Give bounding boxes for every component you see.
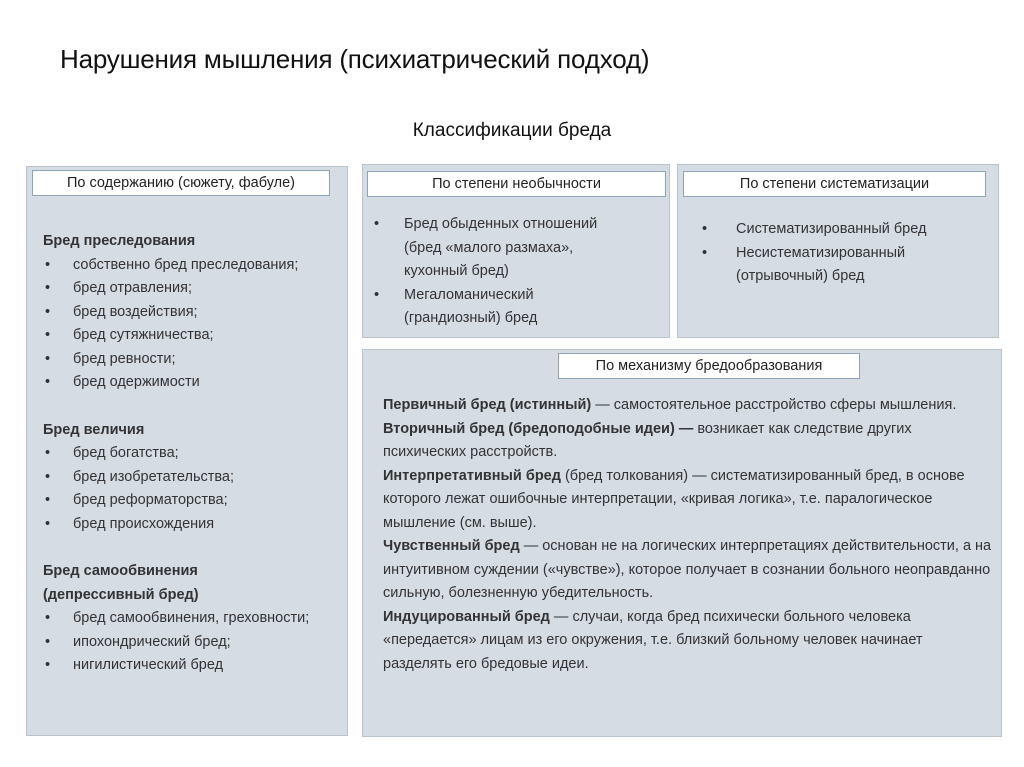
list-item: • бред изобретательства; — [43, 466, 343, 490]
list-item-line: • Мегаломанический — [404, 286, 534, 303]
unusualness-panel-header: По степени необычности — [367, 171, 666, 197]
entry-text: (бред толкования) — систематизированный бред, в основе которого лежат ошибочные интерпретации, «кривая логика», т.е. паралогическое мышление (см. выше). — [383, 467, 965, 531]
list-item: • бред сутяжничества; — [43, 324, 343, 348]
list-item-line: (грандиозный) бред — [404, 310, 538, 326]
list-item: • бред самообвинения, греховности; — [43, 607, 343, 631]
entry-text: — самостоятельное расстройство сферы мышления. — [591, 397, 957, 413]
list-item-line: • Систематизированный бред — [736, 221, 927, 237]
mechanism-entry — [383, 394, 993, 418]
subtitle-text: Классификации бреда — [412, 120, 612, 141]
mechanism-panel-body — [383, 394, 993, 676]
list-item-line: (бред «малого размаха», — [404, 239, 574, 256]
content-panel-header: По содержанию (сюжету, фабуле) — [32, 170, 330, 196]
systematization-list — [700, 218, 990, 289]
entry-text: — основан не на логических интерпретациях действительности, а на интуитивном суждении («чувстве»), которое получает в сознании больного неоправданно сильную, болезненную убедительность. — [383, 538, 992, 601]
persecution-list — [43, 254, 343, 395]
list-item — [372, 213, 662, 284]
group-title-persecution: Бред преследования — [43, 233, 196, 249]
mechanism-entry — [383, 418, 993, 465]
group-title-depressive: (депрессивный бред) — [43, 586, 199, 603]
list-item — [372, 284, 662, 331]
list-item-line: • Бред обыденных отношений — [404, 216, 598, 232]
mechanism-panel-header: По механизму бредообразования — [558, 353, 860, 379]
entry-term: Вторичный бред (бредоподобные идеи) — — [383, 420, 694, 437]
entry-text: — случаи, когда бред психически больного человека «передается» лицам из его окружения, т.е. близкий больному человек начинает разделять его бредовые идеи. — [383, 608, 923, 672]
systematization-panel-body — [700, 218, 990, 289]
list-item: • бред одержимости — [43, 371, 343, 395]
unusualness-list — [372, 213, 662, 331]
list-item-line: (отрывочный) бред — [736, 268, 865, 284]
unusualness-panel-body — [372, 213, 662, 331]
entry-term: Первичный бред (истинный) — [383, 397, 592, 413]
list-item: • бред воздействия; — [43, 301, 343, 325]
grandeur-list — [43, 442, 343, 536]
mechanism-entry — [383, 535, 993, 606]
list-item: • бред происхождения — [43, 513, 343, 537]
list-item: • нигилистический бред — [43, 654, 343, 678]
list-item: • бред реформаторства; — [43, 489, 343, 513]
list-item: • бред отравления; — [43, 277, 343, 301]
content-panel-body — [43, 230, 343, 678]
self-accusation-list — [43, 607, 343, 678]
group-title-grandeur: Бред величия — [43, 421, 145, 438]
entry-term: Интерпретативный бред — [383, 467, 561, 484]
list-item — [700, 242, 990, 289]
list-item: • бред ревности; — [43, 348, 343, 372]
list-item-line: • Несистематизированный — [736, 244, 906, 261]
systematization-panel-header: По степени систематизации — [683, 171, 986, 197]
page-title: Нарушения мышления (психиатрический подход) — [60, 44, 650, 74]
group-title-self-accusation: Бред самообвинения — [43, 563, 198, 579]
entry-term: Чувственный бред — [383, 538, 520, 554]
mechanism-entry — [383, 465, 993, 536]
list-item-line: кухонный бред) — [404, 263, 509, 279]
list-item — [700, 218, 990, 242]
list-item: • бред богатства; — [43, 442, 343, 466]
list-item: • собственно бред преследования; — [43, 254, 343, 278]
list-item: • ипохондрический бред; — [43, 631, 343, 655]
entry-text: возникает как следствие других психических расстройств. — [383, 420, 912, 460]
page-subtitle — [0, 120, 1024, 142]
entry-term: Индуцированный бред — [383, 608, 550, 625]
mechanism-entry — [383, 606, 993, 677]
